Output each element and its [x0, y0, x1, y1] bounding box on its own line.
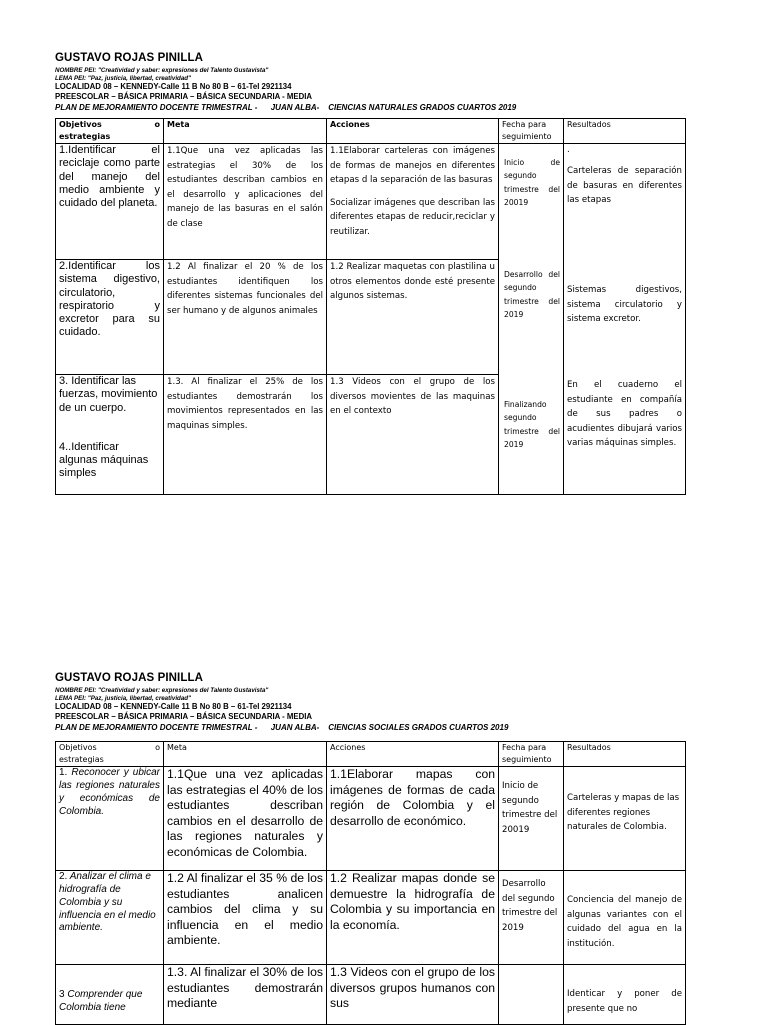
- school-name: GUSTAVO ROJAS PINILLA: [55, 52, 203, 64]
- levels-line: PREESCOLAR – BÁSICA PRIMARIA – BÁSICA SECUNDARIA - MEDIA: [55, 91, 313, 101]
- action-cell: 1.2 Realizar mapas donde se demuestre la hidrografía de Colombia y su importancia en la economía.: [327, 871, 499, 965]
- header-resultados: Resultados: [564, 119, 686, 144]
- document-section-sociales: [55, 672, 719, 1025]
- table-row: [56, 871, 686, 965]
- levels-line: PREESCOLAR – BÁSICA PRIMARIA – BÁSICA SECUNDARIA - MEDIA: [55, 711, 313, 721]
- header-fecha: Fecha para seguimiento: [499, 119, 564, 144]
- header-acciones: Acciones: [327, 119, 499, 144]
- header-meta: Meta: [164, 742, 327, 767]
- header-meta: Meta: [164, 119, 327, 144]
- date-cell: Desarrollo del segundo trimestre del 2019: [499, 871, 564, 965]
- goal-cell: 1.1Que una vez aplicadas las estrategias el 30% de los estudiantes describan cambios en el desarrollo y aplicaciones del manejo de las basuras en el salón de clase: [164, 144, 327, 260]
- objective-cell: 1. Reconocer y ubicar las regiones naturales y económicas de Colombia.: [56, 767, 164, 871]
- table-row: [56, 144, 686, 260]
- date-cell: [499, 965, 564, 1025]
- pei-name: NOMBRE PEI: "Creatividad y saber: expresiones del Talento Gustavista": [55, 687, 269, 694]
- date-column-cell: Inicio de segundo trimestre del 20019 Desarrollo del segundo trimestre del 2019 Finalizando segundo trimestre del 2019: [499, 144, 564, 495]
- action-cell: 1.1Elaborar mapas con imágenes de formas de cada región de Colombia y el desarrollo de económico.: [327, 767, 499, 871]
- header-resultados: Resultados: [564, 742, 686, 767]
- plan-table: [55, 741, 686, 1025]
- result-cell: Carteleras y mapas de las diferentes regiones naturales de Colombia.: [564, 767, 686, 871]
- plan-title: PLAN DE MEJORAMIENTO DOCENTE TRIMESTRAL - JUAN ALBA- CIENCIAS NATURALES GRADOS CUARTOS 2019: [55, 103, 517, 113]
- result-cell: Conciencia del manejo de algunas variantes con el cuidado del agua en la institución.: [564, 871, 686, 965]
- table-row: [56, 965, 686, 1025]
- action-cell: 1.3 Videos con el grupo de los diversos movientes de las maquinas en el contexto: [327, 375, 499, 495]
- result-cell: Identicar y poner de presente que no: [564, 965, 686, 1025]
- objective-cell: 2.Identificar los sistema digestivo, circulatorio, respiratorio y excretor para su cuidado.: [56, 260, 164, 375]
- pei-motto: LEMA PEI: "Paz, justicia, libertad, creatividad": [55, 74, 191, 82]
- plan-table: [55, 118, 686, 495]
- school-name: GUSTAVO ROJAS PINILLA: [55, 672, 203, 684]
- result-column-cell: . Carteleras de separación de basuras en diferentes las etapas Sistemas digestivos, sistema circulatorio y sistema excretor. En el cuaderno el estudiante en compañía de sus padres o acudientes dibujará varios varias máquinas simples.: [564, 144, 686, 495]
- plan-title: PLAN DE MEJORAMIENTO DOCENTE TRIMESTRAL - JUAN ALBA- CIENCIAS SOCIALES GRADOS CUARTOS 2019: [55, 723, 509, 733]
- header-fecha: Fecha para seguimiento: [499, 742, 564, 767]
- objective-cell: 3 Comprender que Colombia tiene: [56, 965, 164, 1025]
- objective-cell: 3. Identificar las fuerzas, movimiento de un cuerpo. 4..Identificar algunas máquinas simples: [56, 375, 164, 495]
- action-cell: 1.3 Videos con el grupo de los diversos grupos humanos con sus: [327, 965, 499, 1025]
- header-objetivos: Objetivos o estrategias: [56, 742, 164, 767]
- goal-cell: 1.3. Al finalizar el 30% de los estudiantes demostrarán mediante: [164, 965, 327, 1025]
- locality-line: LOCALIDAD 08 – KENNEDY-Calle 11 B No 80 B – 61-Tel 2921134: [55, 702, 292, 712]
- pei-name: NOMBRE PEI: "Creatividad y saber: expresiones del Talento Gustavista": [55, 67, 269, 74]
- pei-motto: LEMA PEI: "Paz, justicia, libertad, creatividad": [55, 694, 191, 702]
- date-cell: Inicio de segundo trimestre del 20019: [499, 767, 564, 871]
- table-row: [56, 767, 686, 871]
- action-cell: 1.1Elaborar carteleras con imágenes de formas de manejos en diferentes etapas d la separación de las basuras Socializar imágenes que describan las diferentes etapas de reducir,reciclar y reutilizar.: [327, 144, 499, 260]
- document-section-naturales: [55, 52, 719, 495]
- table-header-row: [56, 742, 686, 767]
- goal-cell: 1.1Que una vez aplicadas las estrategias el 40% de los estudiantes describan cambios en el desarrollo de las regiones naturales y económicas de Colombia.: [164, 767, 327, 871]
- goal-cell: 1.3. Al finalizar el 25% de los estudiantes demostrarán los movimientos representados en las maquinas simples.: [164, 375, 327, 495]
- locality-line: LOCALIDAD 08 – KENNEDY-Calle 11 B No 80 B – 61-Tel 2921134: [55, 82, 292, 92]
- table-header-row: [56, 119, 686, 144]
- goal-cell: 1.2 Al finalizar el 20 % de los estudiantes identifiquen los diferentes sistemas funcionales del ser humano y de algunos animales: [164, 260, 327, 375]
- goal-cell: 1.2 Al finalizar el 35 % de los estudiantes analicen cambios del clima y su influencia en el medio ambiente.: [164, 871, 327, 965]
- action-cell: 1.2 Realizar maquetas con plastilina u otros elementos donde esté presente algunos sistemas.: [327, 260, 499, 375]
- header-acciones: Acciones: [327, 742, 499, 767]
- objective-cell: 2. Analizar el clima e hidrografía de Colombia y su influencia en el medio ambiente.: [56, 871, 164, 965]
- header-objetivos: Objetivos o estrategias: [56, 119, 164, 144]
- objective-cell: 1.Identificar el reciclaje como parte del manejo del medio ambiente y cuidado del planeta.: [56, 144, 164, 260]
